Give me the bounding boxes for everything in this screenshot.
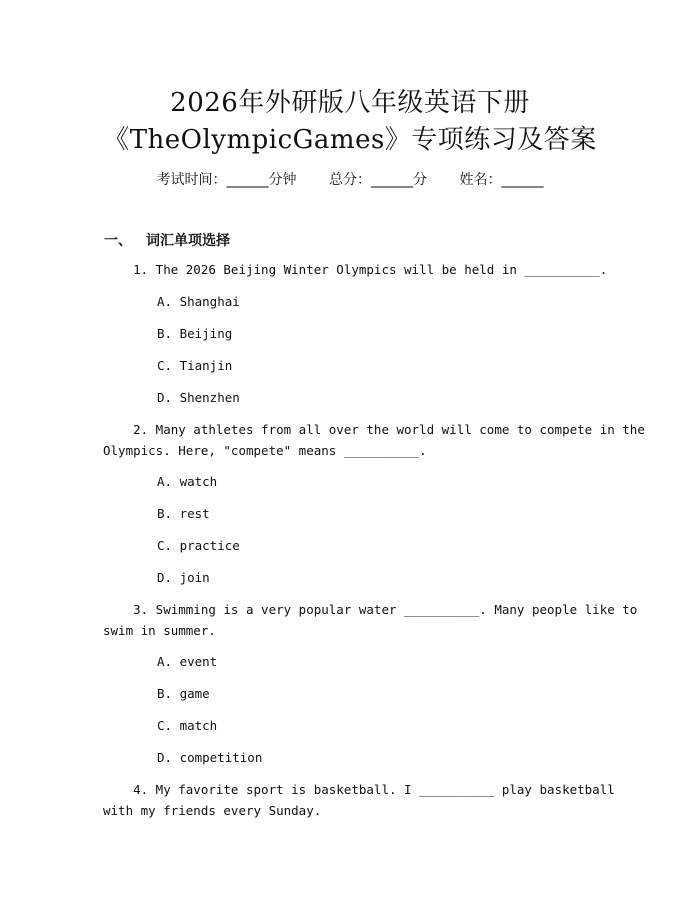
total-score: 总分：______分 bbox=[329, 172, 427, 188]
section-title: 词汇单项选择 bbox=[146, 233, 230, 249]
section-heading bbox=[104, 230, 230, 250]
question-3-text-line-1: 3. Swimming is a very popular water __________. Many people like to bbox=[103, 602, 638, 617]
document-title-line-2: 《TheOlympicGames》专项练习及答案 bbox=[103, 125, 597, 155]
question-1-option-b: B. Beijing bbox=[157, 326, 233, 341]
question-3-option-d: D. competition bbox=[157, 750, 263, 765]
question-3-option-b: B. game bbox=[157, 686, 210, 701]
question-2-option-c: C. practice bbox=[157, 538, 240, 553]
question-4-text-line-1: 4. My favorite sport is basketball. I __________ play basketball bbox=[103, 782, 615, 797]
exam-time: 考试时间：______分钟 bbox=[156, 172, 297, 188]
question-2-option-b: B. rest bbox=[157, 506, 210, 521]
question-1-option-a: A. Shanghai bbox=[157, 294, 240, 309]
question-2-option-a: A. watch bbox=[157, 474, 218, 489]
question-1-text: 1. The 2026 Beijing Winter Olympics will be held in __________. bbox=[103, 262, 608, 277]
question-2-option-d: D. join bbox=[157, 570, 210, 585]
question-4-text-line-2: with my friends every Sunday. bbox=[103, 803, 322, 818]
question-2-text-line-2: Olympics. Here, "compete" means __________. bbox=[103, 443, 427, 458]
student-name: 姓名：______ bbox=[459, 172, 544, 188]
question-2-text-line-1: 2. Many athletes from all over the world will come to compete in the bbox=[103, 422, 645, 437]
question-1-option-d: D. Shenzhen bbox=[157, 390, 240, 405]
question-1-option-c: C. Tianjin bbox=[157, 358, 233, 373]
question-3-text-line-2: swim in summer. bbox=[103, 623, 216, 638]
exam-info bbox=[0, 169, 700, 189]
question-3-option-a: A. event bbox=[157, 654, 218, 669]
document-title-line-1: 2026年外研版八年级英语下册 bbox=[170, 88, 530, 118]
section-number: 一、 bbox=[104, 233, 132, 249]
question-3-option-c: C. match bbox=[157, 718, 218, 733]
